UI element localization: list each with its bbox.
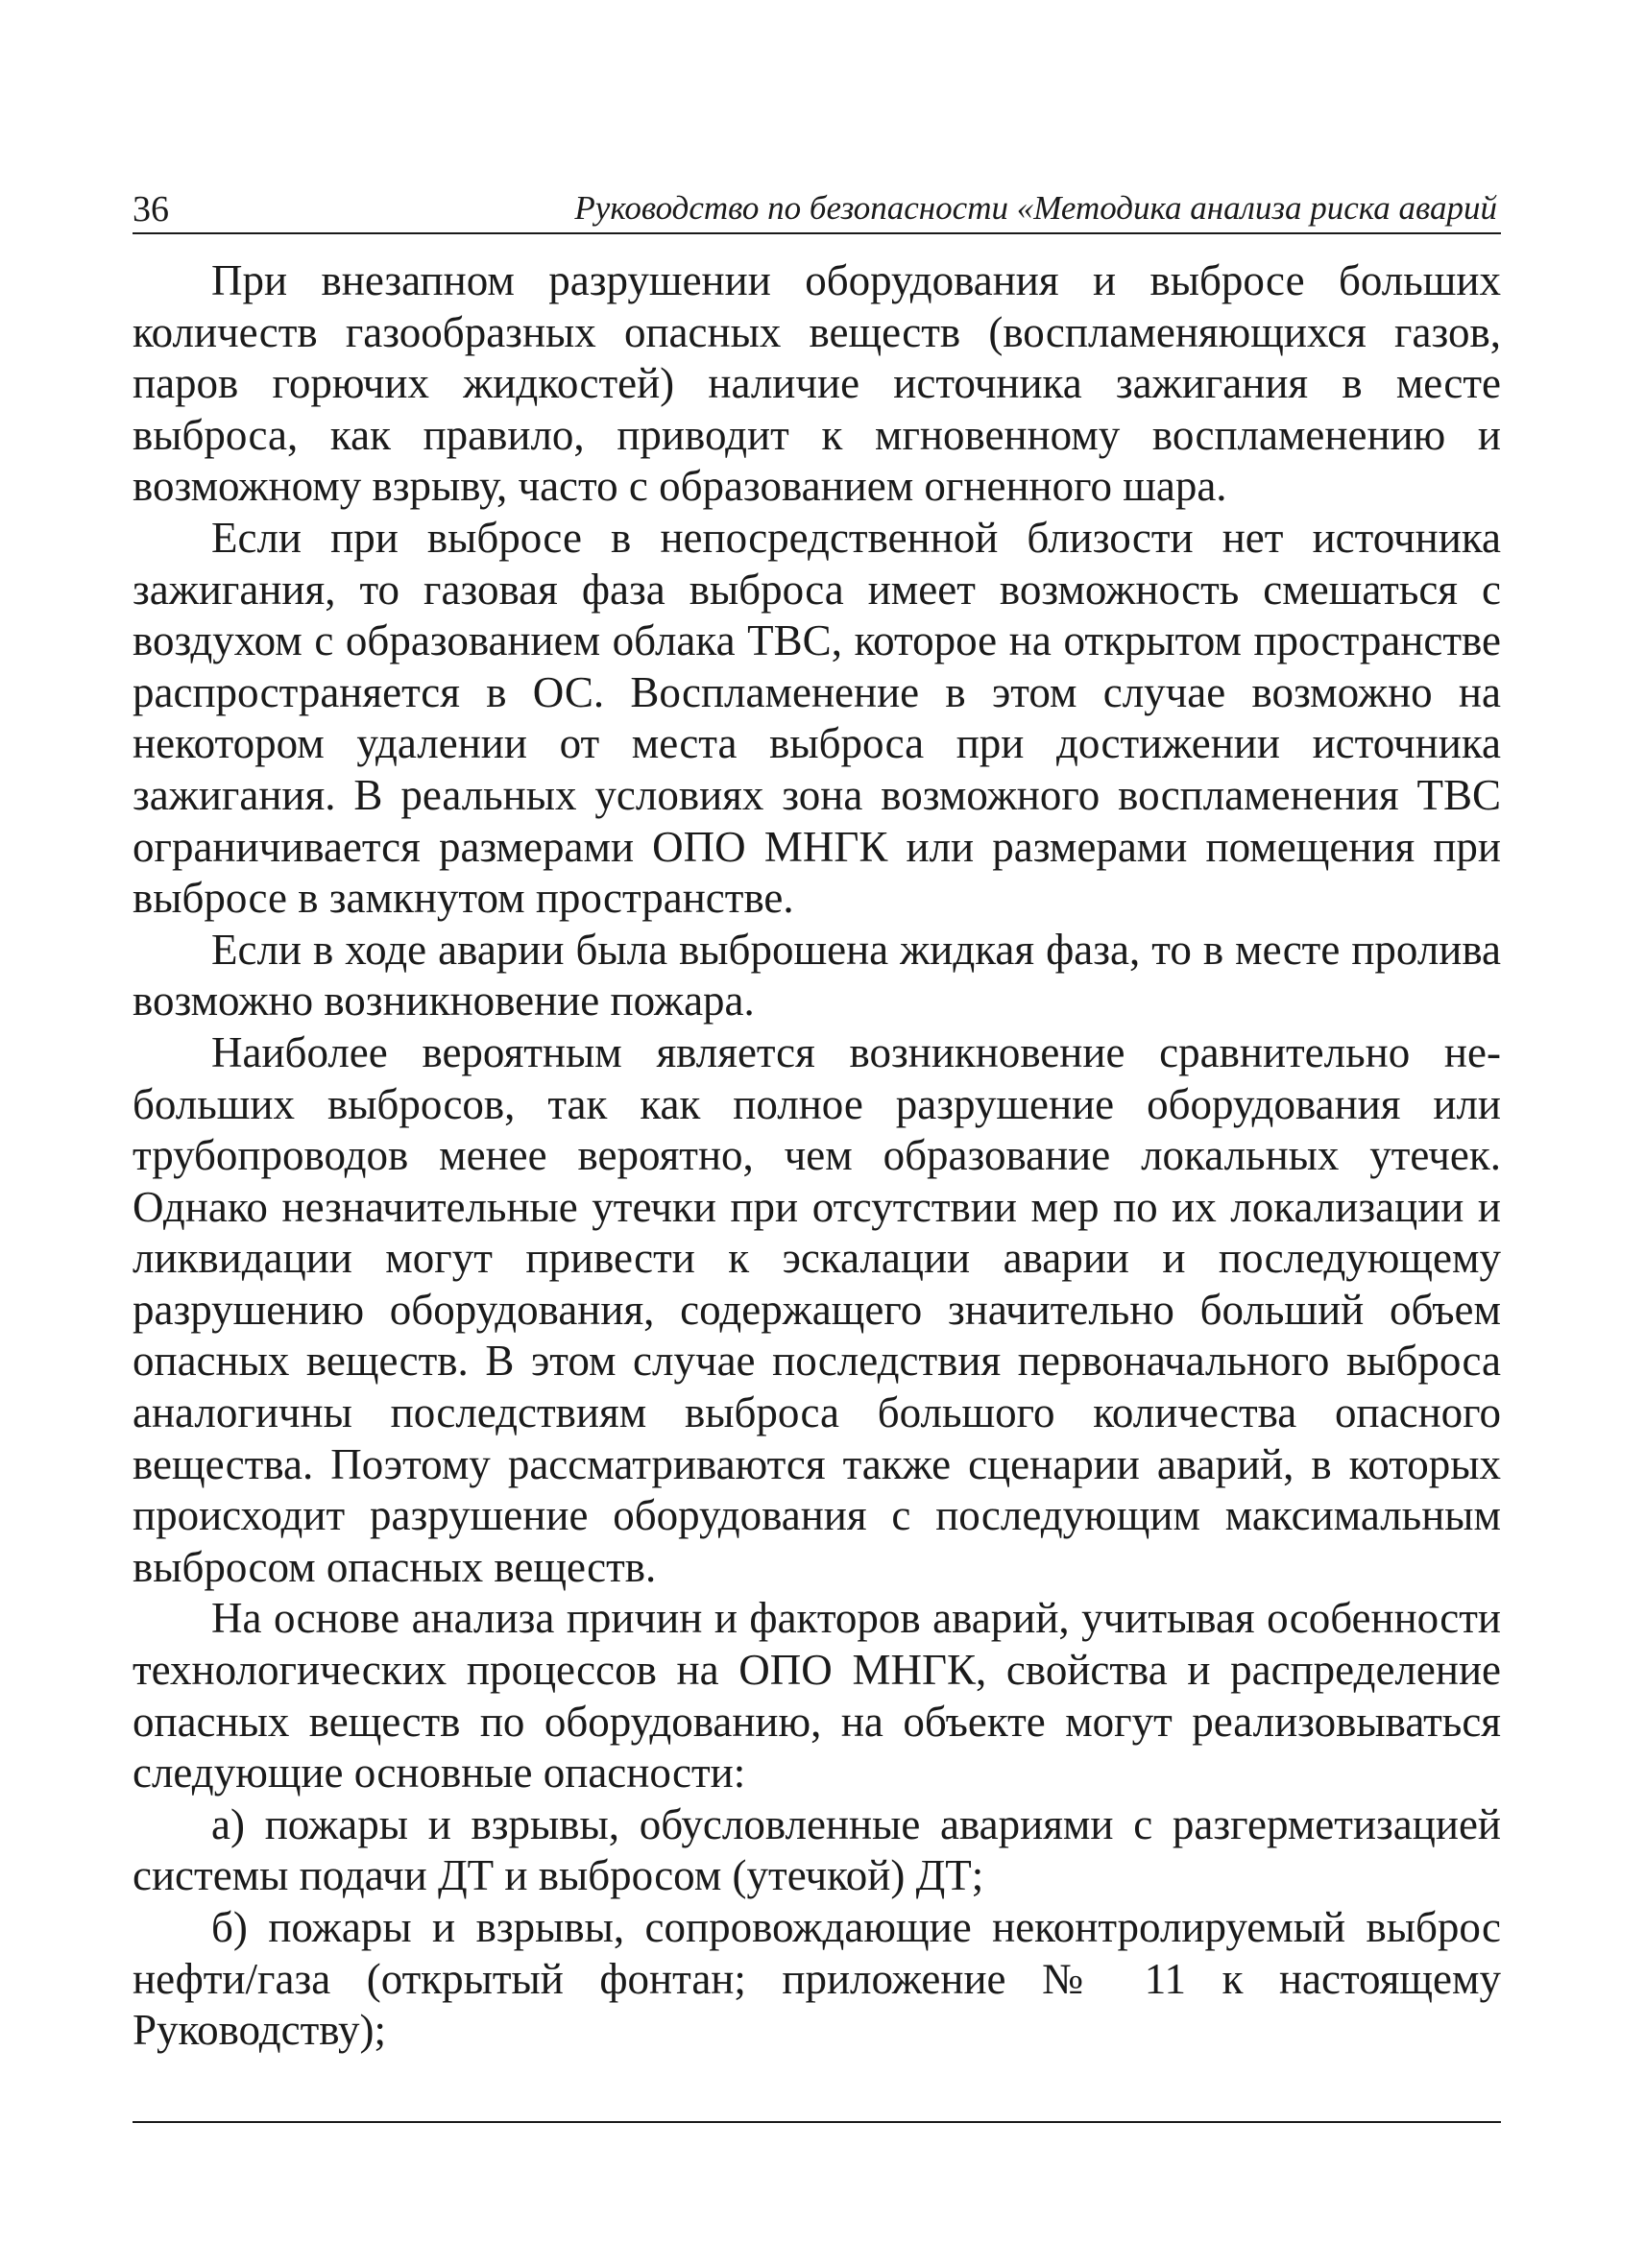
body-text (133, 255, 1501, 2057)
paragraph: При внезапном разрушении оборудования и выбросе больших количеств газообразных опасных веществ (воспламеняющихся газов, паров горючих жидкостей) наличие источника зажигания в месте выброса, как правило, приводит к мгновенному воспламенению и возможному взрыву, часто с образованием огненного шара. (133, 256, 1501, 511)
list-item-a: а) пожары и взрывы, обусловленные авариями с разгерметизацией системы подачи ДТ и выбросом (утечкой) ДТ; (133, 1799, 1501, 1900)
running-title: Руководство по безопасности «Методика анализа риска аварий (574, 189, 1497, 227)
list-item-b: б) пожары и взрывы, сопровождающие неконтролируемый выброс нефти/газа (открытый фонтан; приложение № 11 к настоящему Руководству); (133, 1903, 1501, 2055)
paragraph: Если в ходе аварии была выброшена жидкая фаза, то в месте пролива возможно возникновение пожара. (133, 925, 1501, 1025)
running-header (133, 182, 1501, 234)
paragraph: На основе анализа причин и факторов аварий, учитывая особенности технологических процессов на ОПО МНГК, свойства и распределение опасных веществ по оборудованию, на объекте могут реализовываться следующие основные опасности: (133, 1594, 1501, 1798)
paragraph: Наиболее вероятным является возникновение сравнительно небольших выбросов, так как полное разрушение оборудования или трубопроводов менее вероятно, чем образование локальных утечек. Однако незначительные утечки при отсутствии мер по их локализации и ликвидации могут привести к эскалации аварии и последующему разрушению оборудования, содержащего значительно больший объем опасных веществ. В этом случае последствия первоначального выброса аналогичны последствиям выброса большого количества опасного вещества. Поэтому рассматриваются также сценарии аварий, в которых происходит разрушение оборудования с последующим максимальным выбросом опасных веществ. (133, 1027, 1501, 1591)
paragraph: Если при выбросе в непосредственной близости нет источника зажигания, то газовая фаза выброса имеет возможность смешаться с воздухом с образованием облака ТВС, которое на открытом пространстве распространяется в ОС. Воспламенение в этом случае возможно на некотором удалении от места выброса при достижении источника зажигания. В реальных условиях зона возможного воспламенения ТВС ограничивается размерами ОПО МНГК или размерами помещения при выбросе в замкнутом пространстве. (133, 513, 1501, 923)
document-page (133, 182, 1501, 2057)
footer-rule (133, 2121, 1501, 2123)
page-number: 36 (133, 189, 169, 229)
